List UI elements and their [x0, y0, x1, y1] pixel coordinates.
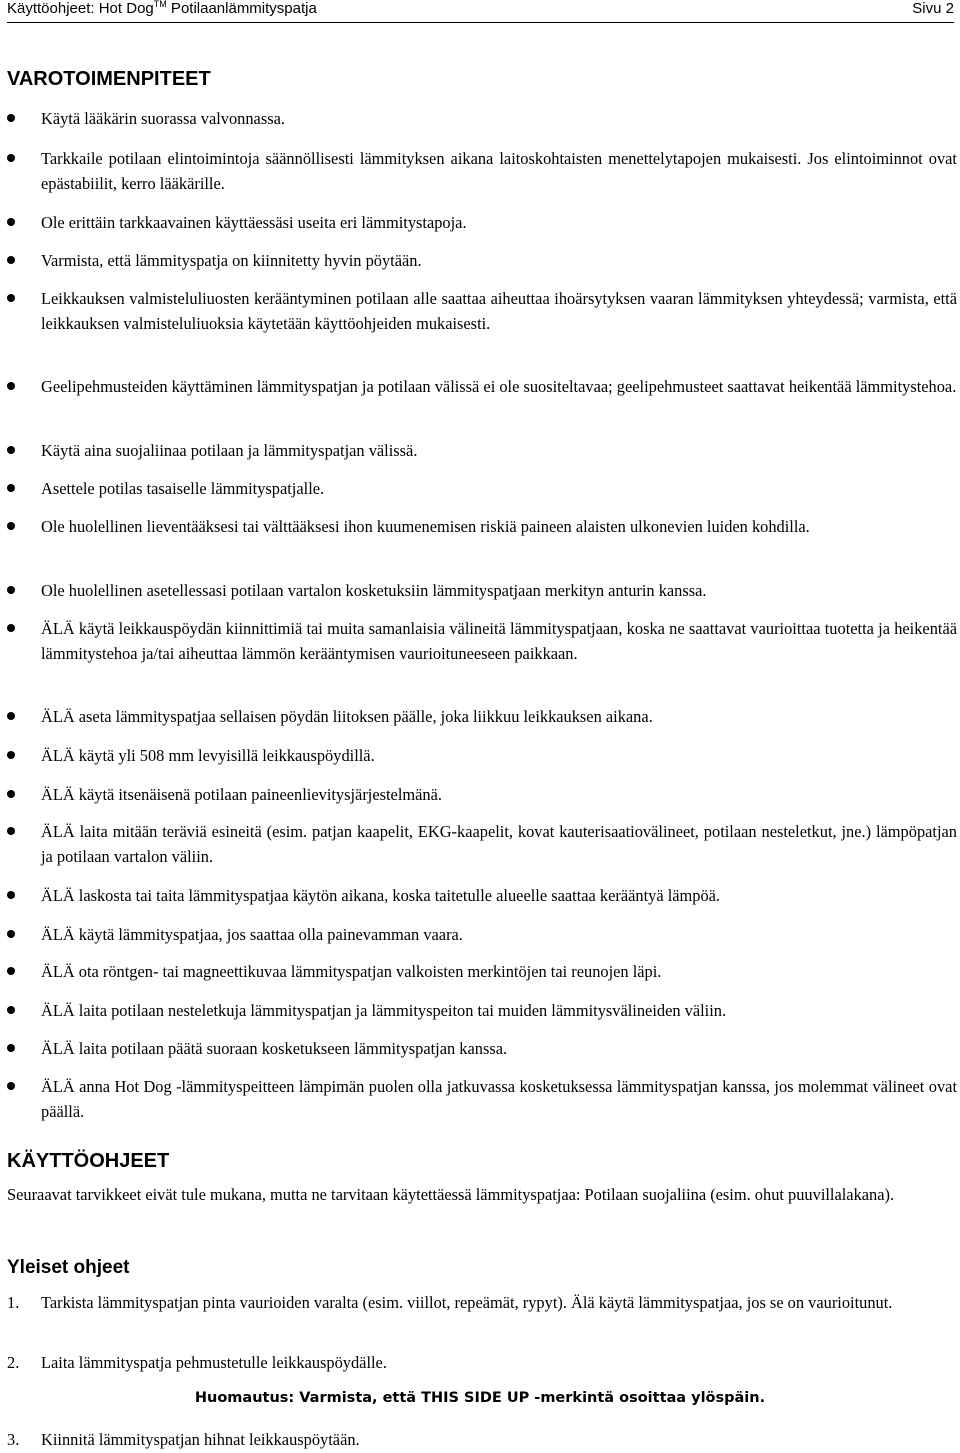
step-number: 1. [7, 1293, 20, 1312]
step-text: Tarkista lämmityspatjan pinta vaurioiden varalta (esim. viillot, repeämät, rypyt). Älä käytä lämmityspatjaa, jos se on vaurioitunut. [41, 1293, 893, 1312]
bullet-icon [7, 751, 15, 759]
document-title: Käyttöohjeet: Hot Dog™ Potilaanlämmityspatja [7, 0, 317, 17]
trademark-mark: TM [153, 0, 167, 9]
bullet-icon [7, 827, 15, 835]
step-number: 2. [7, 1353, 20, 1372]
bullet-icon [7, 930, 15, 938]
step-text: Laita lämmityspatja pehmustetulle leikkauspöydälle. [41, 1353, 387, 1372]
bullet-icon [7, 1044, 15, 1052]
bullet-icon [7, 484, 15, 492]
precautions-heading: VAROTOIMENPITEET [7, 68, 211, 90]
bullet-icon [7, 891, 15, 899]
bullet-icon [7, 712, 15, 720]
bullet-icon [7, 114, 15, 122]
instructions-heading: KÄYTTÖOHJEET [7, 1150, 170, 1172]
bullet-icon [7, 256, 15, 264]
bullet-icon [7, 446, 15, 454]
bullet-icon [7, 624, 15, 632]
step-number: 3. [7, 1430, 20, 1449]
bullet-icon [7, 154, 15, 162]
bullet-icon [7, 522, 15, 530]
page-header [7, 0, 954, 23]
general-instructions-heading: Yleiset ohjeet [7, 1257, 130, 1278]
bullet-icon [7, 967, 15, 975]
bullet-icon [7, 294, 15, 302]
instructions-intro: Seuraavat tarvikkeet eivät tule mukana, mutta ne tarvitaan käytettäessä lämmityspatjaa: Potilaan suojaliina (esim. ohut puuvillalakana). [7, 1185, 895, 1204]
bullet-icon [7, 586, 15, 594]
page-number: Sivu 2 [912, 0, 954, 17]
note-text: Huomautus: Varmista, että THIS SIDE UP -merkintä osoittaa ylöspäin. [194, 1390, 766, 1406]
bullet-icon [7, 790, 15, 798]
bullet-icon [7, 1006, 15, 1014]
bullet-icon [7, 1082, 15, 1090]
bullet-icon [7, 382, 15, 390]
step-text: Kiinnitä lämmityspatjan hihnat leikkauspöytään. [41, 1430, 360, 1449]
bullet-icon [7, 218, 15, 226]
